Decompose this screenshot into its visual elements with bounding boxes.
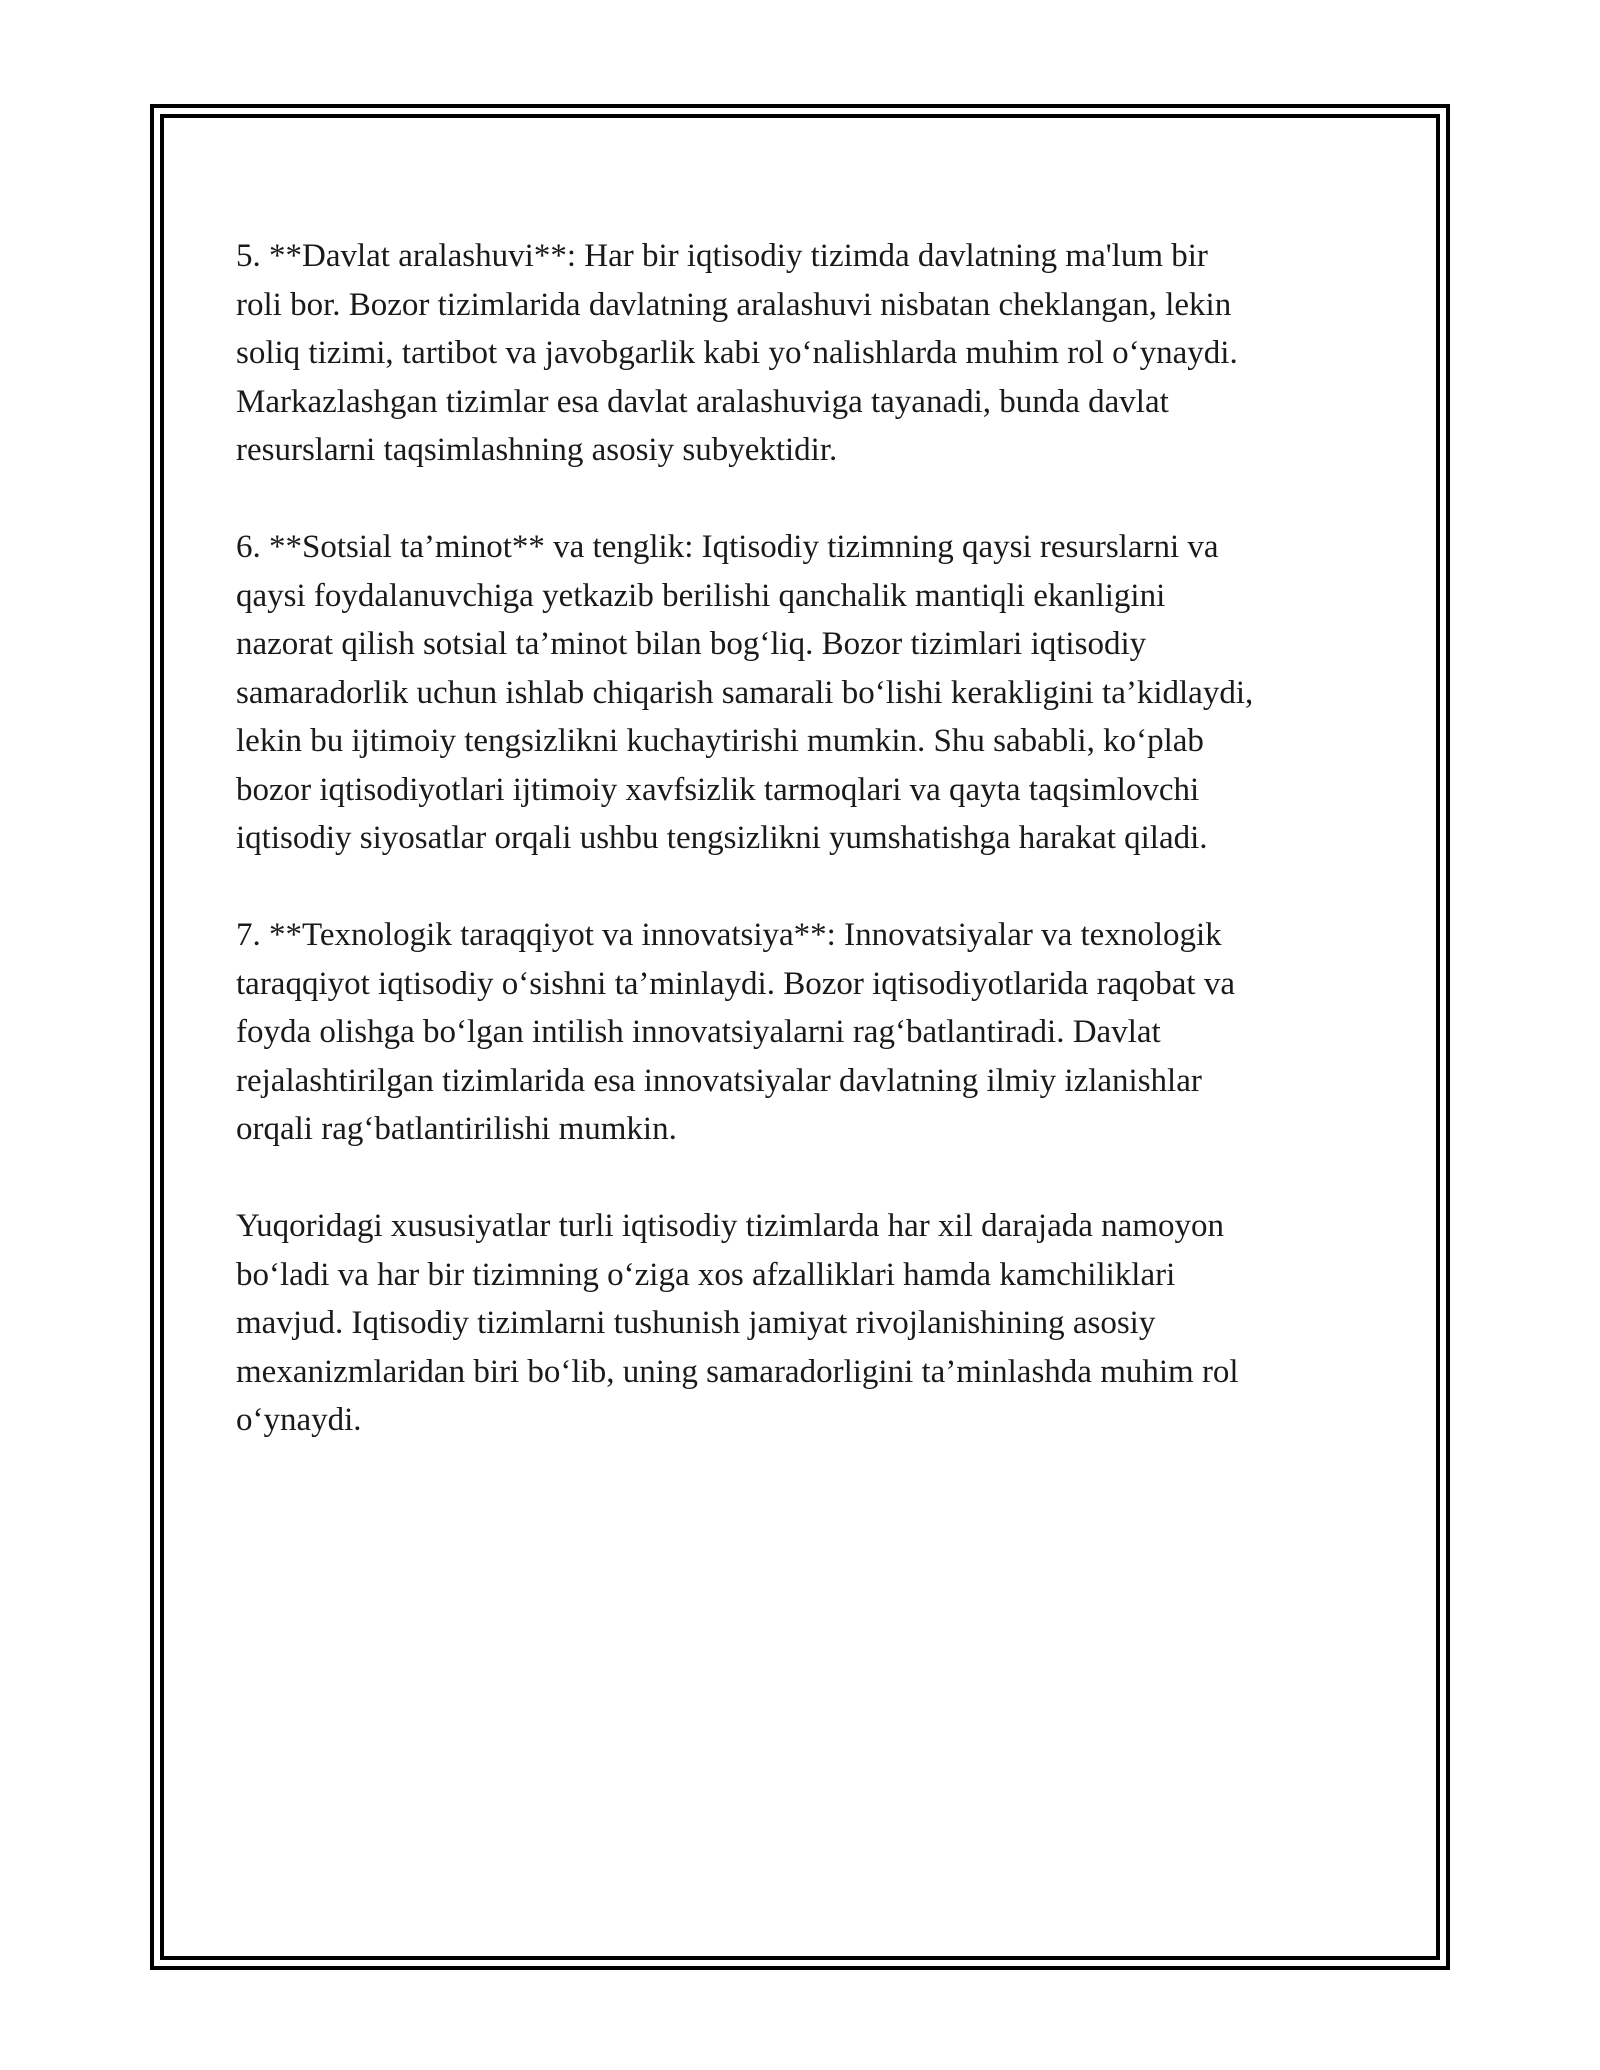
text-line: nazorat qilish sotsial ta’minot bilan bog‘liq. Bozor tizimlari iqtisodiy	[236, 626, 1147, 662]
text-line: 5. **Davlat aralashuvi**: Har bir iqtisodiy tizimda davlatning ma'lum bir	[236, 238, 1208, 274]
paragraph-point-6	[236, 523, 1386, 863]
text-line: soliq tizimi, tartibot va javobgarlik kabi yo‘nalishlarda muhim rol o‘ynaydi.	[236, 335, 1238, 371]
paragraph-point-5	[236, 232, 1386, 475]
text-line: taraqqiyot iqtisodiy o‘sishni ta’minlaydi. Bozor iqtisodiyotlarida raqobat va	[236, 965, 1235, 1002]
text-line: mavjud. Iqtisodiy tizimlarni tushunish jamiyat rivojlanishining asosiy	[236, 1305, 1156, 1341]
document-body	[236, 232, 1386, 1493]
text-line: bo‘ladi va har bir tizimning o‘ziga xos afzalliklari hamda kamchiliklari	[236, 1256, 1176, 1293]
text-line: iqtisodiy siyosatlar orqali ushbu tengsizlikni yumshatishga harakat qiladi.	[236, 820, 1208, 856]
text-line: qaysi foydalanuvchiga yetkazib berilishi qanchalik mantiqli ekanligini	[236, 577, 1166, 614]
text-line: 6. **Sotsial ta’minot** va tenglik: Iqtisodiy tizimning qaysi resurslarni va	[236, 529, 1219, 565]
text-line: mexanizmlaridan biri bo‘lib, uning samaradorligini ta’minlashda muhim rol	[236, 1353, 1239, 1390]
text-line: samaradorlik uchun ishlab chiqarish samarali bo‘lishi kerakligini ta’kidlaydi,	[236, 674, 1254, 711]
paragraph-point-7	[236, 911, 1386, 1154]
text-line: roli bor. Bozor tizimlarida davlatning aralashuvi nisbatan cheklangan, lekin	[236, 286, 1232, 323]
text-line: resurslarni taqsimlashning asosiy subyektidir.	[236, 432, 838, 468]
text-line: Yuqoridagi xususiyatlar turli iqtisodiy tizimlarda har xil darajada namoyon	[236, 1208, 1224, 1244]
paragraph-conclusion	[236, 1202, 1386, 1445]
text-line: bozor iqtisodiyotlari ijtimoiy xavfsizlik tarmoqlari va qayta taqsimlovchi	[236, 771, 1200, 808]
text-line: rejalashtirilgan tizimlarida esa innovatsiyalar davlatning ilmiy izlanishlar	[236, 1062, 1202, 1099]
text-line: Markazlashgan tizimlar esa davlat aralashuviga tayanadi, bunda davlat	[236, 383, 1169, 420]
text-line: 7. **Texnologik taraqqiyot va innovatsiya**: Innovatsiyalar va texnologik	[236, 917, 1222, 953]
text-line: o‘ynaydi.	[236, 1402, 362, 1438]
text-line: foyda olishga bo‘lgan intilish innovatsiyalarni rag‘batlantiradi. Davlat	[236, 1014, 1161, 1050]
text-line: lekin bu ijtimoiy tengsizlikni kuchaytirishi mumkin. Shu sababli, ko‘plab	[236, 723, 1204, 759]
text-line: orqali rag‘batlantirilishi mumkin.	[236, 1111, 677, 1147]
